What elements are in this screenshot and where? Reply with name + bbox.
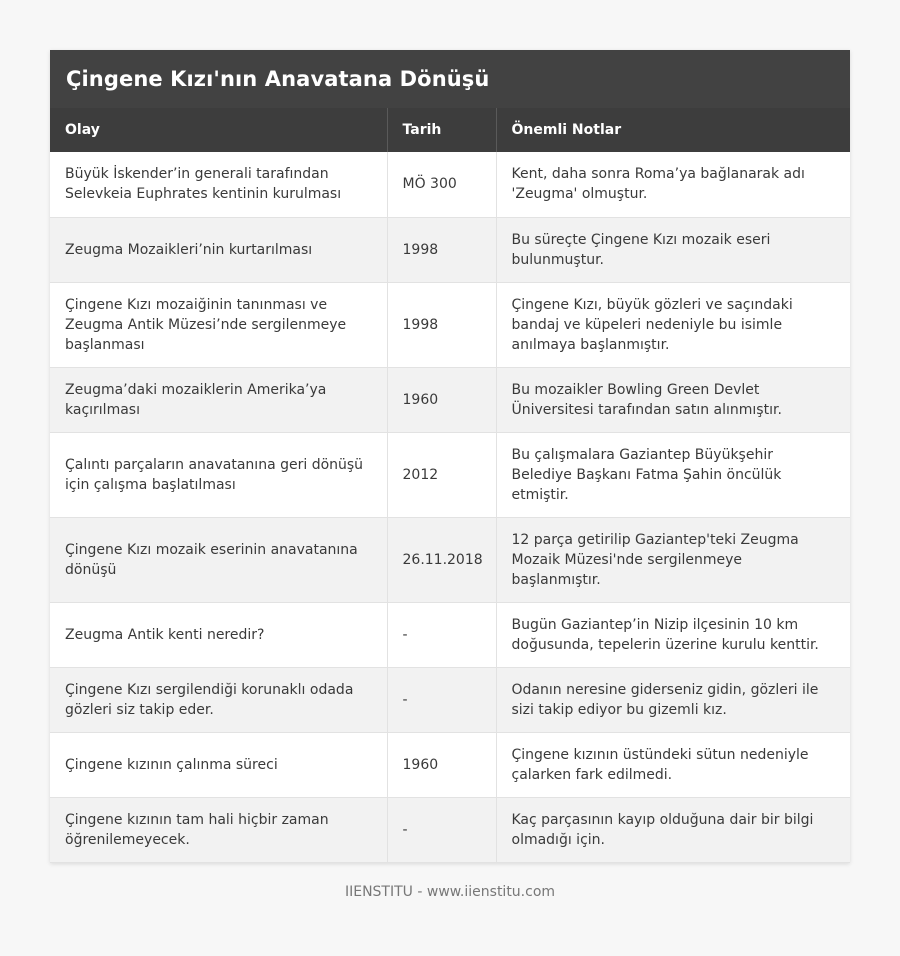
date-cell: 1960 [387, 367, 496, 432]
title-bar [50, 50, 850, 108]
date-cell: 2012 [387, 432, 496, 517]
column-header-notlar: Önemli Notlar [496, 108, 850, 152]
date-cell: MÖ 300 [387, 152, 496, 217]
event-cell: Çingene kızının çalınma süreci [50, 732, 387, 797]
event-cell: Zeugma Antik kenti neredir? [50, 602, 387, 667]
table-row [50, 152, 850, 217]
event-cell: Zeugma’daki mozaiklerin Amerika’ya kaçırılması [50, 367, 387, 432]
column-header-tarih: Tarih [387, 108, 496, 152]
notes-cell: Bu mozaikler Bowling Green Devlet Üniversitesi tarafından satın alınmıştır. [496, 367, 850, 432]
notes-cell: Bu süreçte Çingene Kızı mozaik eseri bulunmuştur. [496, 217, 850, 282]
table-row [50, 667, 850, 732]
event-cell: Çingene Kızı mozaiğinin tanınması ve Zeugma Antik Müzesi’nde sergilenmeye başlanması [50, 282, 387, 367]
date-cell: 1998 [387, 282, 496, 367]
notes-cell: Bugün Gaziantep’in Nizip ilçesinin 10 km doğusunda, tepelerin üzerine kurulu kenttir. [496, 602, 850, 667]
table-card [50, 50, 850, 863]
notes-cell: Çingene kızının üstündeki sütun nedeniyle çalarken fark edilmedi. [496, 732, 850, 797]
event-cell: Çingene Kızı mozaik eserinin anavatanına dönüşü [50, 517, 387, 602]
table-row [50, 602, 850, 667]
events-table [50, 108, 850, 863]
table-row [50, 432, 850, 517]
table-row [50, 367, 850, 432]
event-cell: Çingene Kızı sergilendiği korunaklı odada gözleri siz takip eder. [50, 667, 387, 732]
notes-cell: 12 parça getirilip Gaziantep'teki Zeugma Mozaik Müzesi'nde sergilenmeye başlanmıştır. [496, 517, 850, 602]
table-row [50, 217, 850, 282]
column-header-olay: Olay [50, 108, 387, 152]
date-cell: 26.11.2018 [387, 517, 496, 602]
date-cell: - [387, 667, 496, 732]
table-row [50, 732, 850, 797]
date-cell: - [387, 602, 496, 667]
notes-cell: Kent, daha sonra Roma’ya bağlanarak adı 'Zeugma' olmuştur. [496, 152, 850, 217]
table-header-row [50, 108, 850, 152]
notes-cell: Odanın neresine giderseniz gidin, gözleri ile sizi takip ediyor bu gizemli kız. [496, 667, 850, 732]
notes-cell: Bu çalışmalara Gaziantep Büyükşehir Belediye Başkanı Fatma Şahin öncülük etmiştir. [496, 432, 850, 517]
footer-credit: IIENSTITU - www.iienstitu.com [344, 884, 556, 900]
event-cell: Zeugma Mozaikleri’nin kurtarılması [50, 217, 387, 282]
table-row [50, 282, 850, 367]
event-cell: Çingene kızının tam hali hiçbir zaman öğrenilemeyecek. [50, 797, 387, 862]
table-row [50, 797, 850, 862]
notes-cell: Çingene Kızı, büyük gözleri ve saçındaki bandaj ve küpeleri nedeniyle bu isimle anılmaya başlanmıştır. [496, 282, 850, 367]
date-cell: - [387, 797, 496, 862]
event-cell: Büyük İskender’in generali tarafından Selevkeia Euphrates kentinin kurulması [50, 152, 387, 217]
table-row [50, 517, 850, 602]
date-cell: 1998 [387, 217, 496, 282]
notes-cell: Kaç parçasının kayıp olduğuna dair bir bilgi olmadığı için. [496, 797, 850, 862]
page-title: Çingene Kızı'nın Anavatana Dönüşü [66, 67, 490, 91]
date-cell: 1960 [387, 732, 496, 797]
event-cell: Çalıntı parçaların anavatanına geri dönüşü için çalışma başlatılması [50, 432, 387, 517]
